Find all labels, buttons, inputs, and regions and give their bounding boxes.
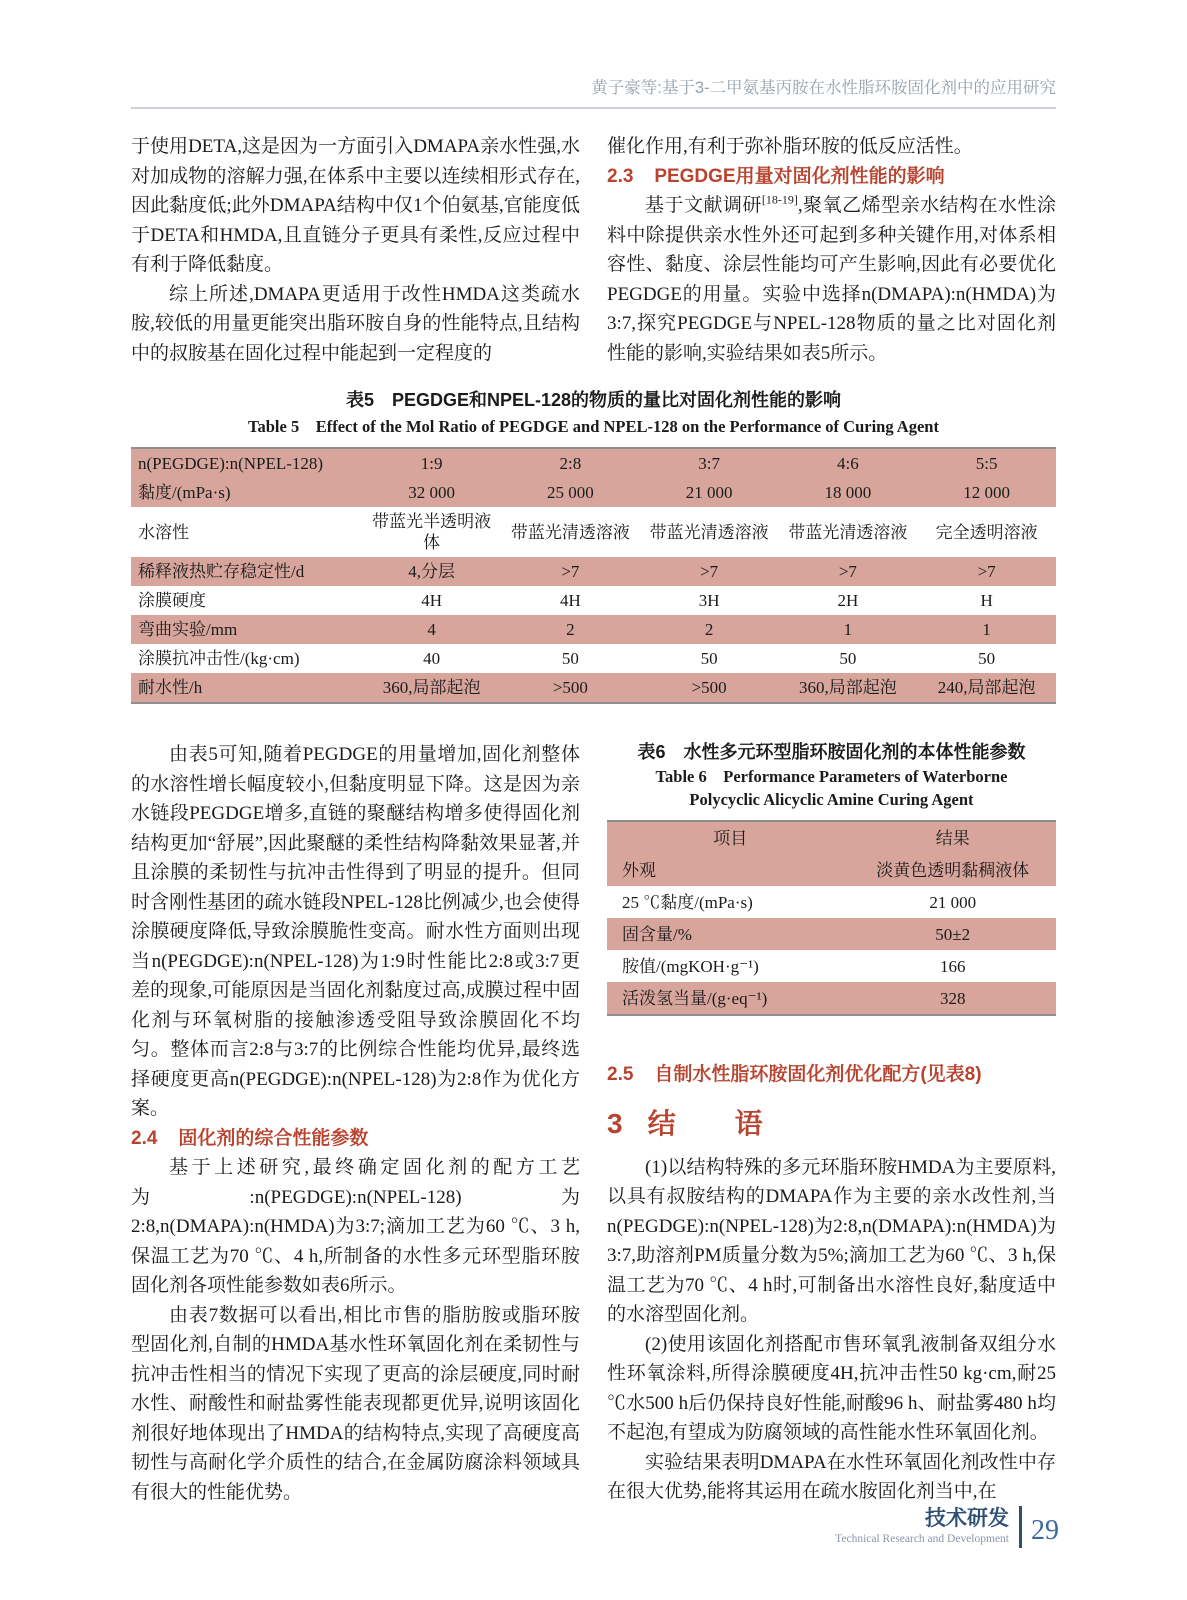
cell: 4,分层: [408, 562, 455, 581]
citation-ref: [18-19]: [761, 192, 798, 207]
cell: >500: [552, 678, 588, 697]
cell: 50: [839, 649, 857, 668]
cell: 3H: [698, 591, 720, 610]
cell: 18 000: [824, 483, 872, 502]
cell: 4H: [559, 591, 581, 610]
cell: 4H: [421, 591, 443, 610]
table-header-row: [607, 821, 1056, 854]
cell: 166: [939, 956, 966, 976]
paragraph: 综上所述,DMAPA更适用于改性HMDA这类疏水胺,较低的用量更能突出脂环胺自身的性能特点,且结构中的叔胺基在固化过程中能起到一定程度的: [131, 283, 580, 364]
cell: 1: [843, 620, 853, 639]
paragraph: 由表7数据可以看出,相比市售的脂肪胺或脂环胺型固化剂,自制的HMDA基水性环氧固化剂在柔韧性与抗冲击性相当的情况下实现了更高的涂层硬度,同时耐水性、耐酸性和耐盐雾性能表现都更优异,说明该固化剂很好地体现出了HMDA的结构特点,实现了高硬度高韧性与高耐化学介质性的结合,在金属防腐涂料领域具有很大的性能优势。: [131, 1304, 580, 1503]
table5-body: [131, 478, 1056, 703]
row-label: 活泼氢当量/(g·eq⁻¹): [622, 988, 768, 1008]
cell: 21 000: [929, 892, 977, 912]
cell: 40: [423, 649, 441, 668]
footer-labels: [835, 1508, 1009, 1546]
row-label: 弯曲实验/mm: [138, 620, 238, 639]
row-label: 稀释液热贮存稳定性/d: [138, 562, 305, 581]
cell: 50: [978, 649, 996, 668]
paragraph: 由表5可知,随着PEGDGE的用量增加,固化剂整体的水溶性增长幅度较小,但黏度明显下降。这是因为亲水链段PEGDGE增多,直链的聚醚结构增多使得固化剂结构更加“舒展”,因此聚醚的柔性结构降黏效果显著,并且涂膜的柔韧性与抗冲击性得到了明显的提升。但同时含刚性基团的疏水链段NPEL-128比例减少,也会使得涂膜硬度降低,导致涂膜脆性变高。耐水性方面则出现当n(PEGDGE):n(NPEL-128)为1:9时性能比2:8或3:7更差的现象,可能原因是当固化剂黏度过高,成膜过程中固化剂与环氧树脂的接触渗透受阻导致涂膜固化不均匀。整体而言2:8与3:7的比例综合性能均优异,最终选择硬度更高n(PEGDGE):n(NPEL-128)为2:8作为优化方案。: [131, 744, 580, 1119]
cell: 2: [566, 620, 575, 639]
table5-header-cell: 1:9: [420, 454, 443, 473]
table6-block: [607, 740, 1056, 1016]
table6-header: [607, 821, 1056, 854]
table6-title-zh: 表6 水性多元环型脂环胺固化剂的本体性能参数: [637, 742, 1026, 762]
cell: 2H: [837, 591, 859, 610]
cell: >7: [561, 562, 580, 581]
table-row: [607, 950, 1056, 982]
table-row: [131, 478, 1056, 507]
table5-header-cell: 3:7: [698, 454, 720, 473]
cell: 240,局部起泡: [937, 678, 1036, 697]
table-row: [131, 673, 1056, 703]
cell: 淡黄色透明黏稠液体: [876, 860, 1030, 880]
table5-header-cell: 5:5: [975, 454, 998, 473]
row-label: 胺值/(mgKOH·g⁻¹): [622, 956, 759, 976]
table5-title-zh: 表5 PEGDGE和NPEL-128的物质的量比对固化剂性能的影响: [345, 390, 842, 410]
row-label: 黏度/(mPa·s): [138, 483, 231, 502]
table5-header-cell: n(PEGDGE):n(NPEL-128): [138, 454, 324, 473]
table-row: [607, 854, 1056, 886]
cell: >7: [977, 562, 996, 581]
paragraph: 催化作用,有利于弥补脂环胺的低反应活性。: [607, 136, 973, 157]
table6-header-cell: 结果: [935, 828, 970, 848]
table-row: [131, 644, 1056, 673]
bottom-left-column: [131, 740, 580, 1507]
cell: 360,局部起泡: [799, 678, 897, 697]
paragraph: 基于上述研究,最终确定固化剂的配方工艺为:n(PEGDGE):n(NPEL-128)为2:8,n(DMAPA):n(HMDA)为3:7;滴加工艺为60 ℃、3 h,保温工艺为70 ℃、4 h,所制备的水性多元环型脂环胺固化剂各项性能参数如表6所示。: [131, 1157, 580, 1296]
cell: 带蓝光清透溶液: [510, 522, 630, 542]
top-columns: [131, 132, 1056, 368]
paragraph: 实验结果表明DMAPA在水性环氧固化剂改性中存在很大优势,能将其运用在疏水胺固化剂当中,在: [607, 1451, 1056, 1502]
cell: 带蓝光清透溶液: [788, 522, 908, 542]
cell: 带蓝光清透溶液: [649, 522, 769, 542]
table-row: [607, 982, 1056, 1015]
cell: 12 000: [963, 483, 1010, 502]
page-number: 29: [1031, 1515, 1059, 1546]
cell: >7: [700, 562, 719, 581]
row-label: 固含量/%: [622, 924, 692, 944]
bottom-columns: [131, 740, 1056, 1507]
section-heading-3: 3 结 语: [607, 1107, 778, 1139]
cell: 25 000: [547, 483, 594, 502]
table5: [131, 447, 1056, 704]
table5-header: [131, 448, 1056, 478]
footer-section-zh: 技术研发: [925, 1507, 1009, 1530]
cell: 4: [427, 620, 436, 639]
cell: 32 000: [408, 483, 455, 502]
row-label: 涂膜硬度: [138, 591, 206, 610]
table-row: [607, 918, 1056, 950]
cell: 完全透明溶液: [935, 522, 1038, 542]
cell: 2: [704, 620, 714, 639]
cell: 21 000: [685, 483, 733, 502]
table6: [607, 820, 1056, 1016]
cell: >500: [691, 678, 727, 697]
cell: 带蓝光半透明液体: [372, 512, 492, 552]
row-label: 水溶性: [138, 522, 189, 542]
table5-title-en: Table 5 Effect of the Mol Ratio of PEGDGE and NPEL-128 on the Performance of Curing Agent: [248, 417, 939, 436]
paragraph: (2)使用该固化剂搭配市售环氧乳液制备双组分水性环氧涂料,所得涂膜硬度4H,抗冲击性50 kg·cm,耐25 ℃水500 h后仍保持良好性能,耐酸96 h、耐盐雾480 h均不起泡,有望成为防腐领域的高性能水性环氧固化剂。: [607, 1333, 1056, 1443]
cell: >7: [838, 562, 857, 581]
table-header-row: [131, 448, 1056, 478]
table6-header-cell: 项目: [713, 828, 748, 848]
row-label: 涂膜抗冲击性/(kg·cm): [138, 649, 300, 668]
table-row: [131, 615, 1056, 644]
cell: 50±2: [935, 924, 971, 944]
table6-body: [607, 854, 1056, 1015]
row-label: 25 ℃黏度/(mPa·s): [622, 892, 753, 912]
footer-divider: [1019, 1506, 1022, 1548]
section-heading-2-3: 2.3 PEGDGE用量对固化剂性能的影响: [607, 165, 945, 187]
paragraph: (1)以结构特殊的多元环脂环胺HMDA为主要原料,以具有叔胺结构的DMAPA作为主要的亲水改性剂,当n(PEGDGE):n(NPEL-128)为2:8,n(DMAPA):n(HMDA)为3:7,助溶剂PM质量分数为5%;滴加工艺为60 ℃、3 h,保温工艺为70 ℃、4 h时,可制备出水溶性良好,黏度适中的水溶型固化剂。: [607, 1156, 1056, 1325]
table6-title-en: Table 6 Performance Parameters of Waterborne Polycyclic Alicyclic Amine Curing Agent: [655, 767, 1008, 809]
table-row: [607, 886, 1056, 918]
table5-header-cell: 4:6: [837, 454, 859, 473]
bottom-right-column: [607, 740, 1056, 1507]
cell: H: [980, 591, 993, 610]
table-row: [131, 507, 1056, 557]
running-head: 黄子豪等:基于3-二甲氨基丙胺在水性脂环胺固化剂中的应用研究: [131, 74, 1056, 109]
cell: 328: [939, 988, 966, 1008]
table5-block: [131, 388, 1056, 704]
paragraph: 于使用DETA,这是因为一方面引入DMAPA亲水性强,水对加成物的溶解力强,在体系中主要以连续相形式存在,因此黏度低;此外DMAPA结构中仅1个伯氨基,官能度低于DETA和HMDA,且直链分子更具有柔性,反应过程中有利于降低黏度。: [131, 136, 580, 275]
top-right-column: [607, 132, 1056, 368]
table-row: [131, 557, 1056, 586]
section-heading-2-4: 2.4 固化剂的综合性能参数: [131, 1127, 369, 1149]
table5-header-cell: 2:8: [559, 454, 582, 473]
section-heading-2-5: 2.5 自制水性脂环胺固化剂优化配方(见表8): [607, 1064, 982, 1085]
cell: 1: [982, 620, 991, 639]
footer-section-en: Technical Research and Development: [835, 1533, 1009, 1545]
row-label: 外观: [622, 860, 656, 880]
cell: 50: [700, 649, 718, 668]
row-label: 耐水性/h: [138, 678, 203, 697]
cell: 360,局部起泡: [382, 678, 481, 697]
page-footer: [835, 1506, 1059, 1548]
paragraph: 基于文献调研[18-19],聚氧乙烯型亲水结构在水性涂料中除提供亲水性外还可起到多种关键作用,对体系相容性、黏度、涂层性能均可产生影响,因此有必要优化PEGDGE的用量。实验中选择n(DMAPA):n(HMDA)为3:7,探究PEGDGE与NPEL-128物质的量之比对固化剂性能的影响,实验结果如表5所示。: [607, 192, 1056, 364]
cell: 50: [561, 649, 579, 668]
table-row: [131, 586, 1056, 615]
top-left-column: [131, 132, 580, 368]
